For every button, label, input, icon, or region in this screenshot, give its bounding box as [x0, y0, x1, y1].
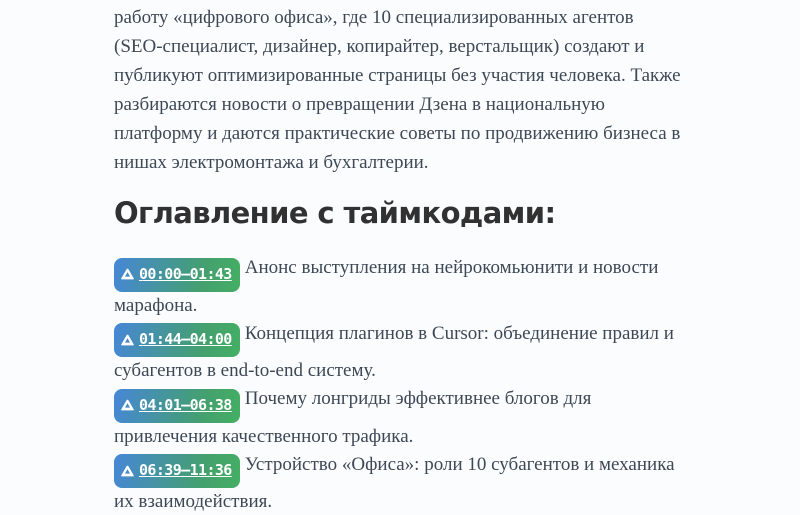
toc-item	[114, 451, 686, 515]
toc-item-text: Анонс выступления на нейрокомьюнити и новости марафона.	[114, 257, 658, 316]
toc-item-text: Почему лонгриды эффективнее блогов для привлечения качественного трафика.	[114, 388, 591, 447]
article-content	[114, 0, 686, 515]
toc-item	[114, 385, 686, 450]
drive-triangle-icon	[121, 268, 134, 280]
timecode-link[interactable]	[114, 258, 240, 292]
timecode-label: 00:00—01:43	[139, 261, 232, 288]
timecode-label: 01:44—04:00	[139, 326, 232, 353]
intro-paragraph: работу «цифрового офиса», где 10 специализированных агентов (SEO-специалист, дизайнер, копирайтер, верстальщик) создают и публикуют оптимизированные страницы без участия человека. Также разбираются новости о превращении Дзена в национальную платформу и даются практические советы по продвижению бизнеса в нишах электромонтажа и бухгалтерии.	[114, 3, 686, 177]
timecode-link[interactable]	[114, 454, 240, 488]
toc-heading: Оглавление с таймкодами:	[114, 196, 686, 230]
drive-triangle-icon	[121, 334, 134, 346]
drive-triangle-icon	[121, 399, 134, 411]
toc-item-text: Концепция плагинов в Cursor: объединение правил и субагентов в end-to-end систему.	[114, 323, 674, 382]
timecode-link[interactable]	[114, 389, 240, 423]
toc-item-text: Устройство «Офиса»: роли 10 субагентов и механика их взаимодействия.	[114, 454, 675, 513]
toc-item	[114, 254, 686, 319]
timecode-link[interactable]	[114, 323, 240, 357]
timecode-label: 06:39—11:36	[139, 457, 232, 484]
toc-item	[114, 320, 686, 385]
drive-triangle-icon	[121, 465, 134, 477]
timecode-label: 04:01—06:38	[139, 392, 232, 419]
